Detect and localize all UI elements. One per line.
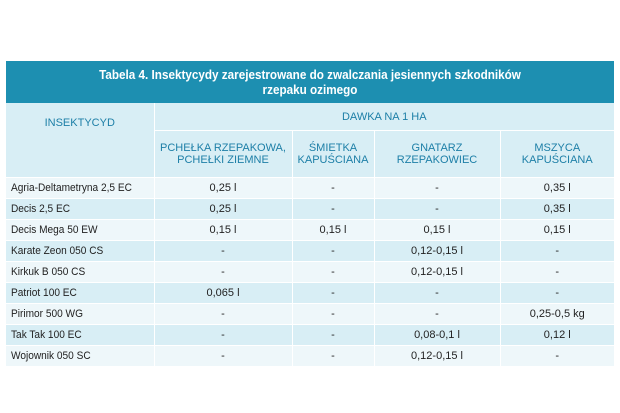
product-name-text: Pirimor 500 WG [11,308,83,320]
pest-1-line-2: PCHEŁKI ZIEMNE [177,154,269,167]
dose-cell: - [374,178,500,199]
dose-cell: 0,12-0,15 l [374,346,500,367]
column-header-pest-4: MSZYCA KAPUŚCIANA [500,131,614,178]
product-name [6,304,154,325]
table-container [6,61,614,366]
dose-cell: 0,15 l [374,220,500,241]
product-name-text: Tak Tak 100 EC [11,329,82,341]
dose-cell: - [374,283,500,304]
dose-cell: 0,35 l [500,199,614,220]
dose-cell: - [154,241,292,262]
product-name [6,178,154,199]
column-header-insecticide: INSEKTYCYD [44,117,115,129]
column-header-pest-1 [154,131,292,178]
dose-cell: 0,08-0,1 l [374,325,500,346]
column-header-dose: DAWKA NA 1 HA [154,103,614,131]
product-name-text: Kirkuk B 050 CS [11,266,86,278]
table-title-line-1: Tabela 4. Insektycydy zarejestrowane do zwalczania jesiennych szkodników [99,67,521,82]
table-title [6,61,614,103]
dose-cell: 0,12-0,15 l [374,262,500,283]
dose-cell: - [154,304,292,325]
dose-cell: - [500,241,614,262]
column-header-pest-3: GNATARZ RZEPAKOWIEC [374,131,500,178]
dose-cell: 0,12 l [500,325,614,346]
product-name-text: Karate Zeon 050 CS [11,245,104,257]
product-name [6,220,154,241]
product-name [6,283,154,304]
product-name [6,262,154,283]
column-header-pest-2 [292,131,374,178]
table-row [6,199,614,220]
table-row [6,304,614,325]
dose-cell: 0,35 l [500,178,614,199]
dose-cell: - [292,241,374,262]
product-name [6,199,154,220]
table-row [6,241,614,262]
table-body [6,178,614,367]
product-name [6,346,154,367]
dose-cell: 0,12-0,15 l [374,241,500,262]
insecticide-table [6,103,614,366]
dose-cell: - [292,262,374,283]
product-name [6,241,154,262]
table-row [6,325,614,346]
dose-cell: - [292,304,374,325]
product-name-text: Wojownik 050 SC [11,350,91,362]
dose-cell: - [500,262,614,283]
table-row [6,178,614,199]
dose-cell: 0,15 l [154,220,292,241]
dose-cell: - [154,262,292,283]
dose-cell: - [154,346,292,367]
dose-cell: 0,15 l [500,220,614,241]
product-name-text: Decis 2,5 EC [11,203,71,215]
dose-cell: - [500,346,614,367]
table-row [6,346,614,367]
dose-cell: - [374,304,500,325]
table-row [6,220,614,241]
dose-cell: - [292,346,374,367]
product-name [6,325,154,346]
pest-2-line-1: ŚMIETKA [308,142,358,155]
dose-cell: - [374,199,500,220]
dose-cell: 0,25 l [154,199,292,220]
dose-cell: - [292,325,374,346]
product-name-text: Decis Mega 50 EW [11,224,98,236]
dose-cell: 0,065 l [154,283,292,304]
product-name-text: Patriot 100 EC [11,287,77,299]
table-title-line-2: rzepaku ozimego [262,82,358,97]
dose-cell: - [292,283,374,304]
dose-cell: - [292,178,374,199]
dose-cell: 0,25-0,5 kg [500,304,614,325]
table-row [6,262,614,283]
dose-cell: - [292,199,374,220]
dose-cell: 0,15 l [292,220,374,241]
pest-2-line-2: KAPUŚCIANA [297,154,369,167]
dose-cell: - [154,325,292,346]
dose-cell: 0,25 l [154,178,292,199]
product-name-text: Agria-Deltametryna 2,5 EC [11,182,132,194]
pest-1-line-1: PCHEŁKA RZEPAKOWA, [160,142,286,155]
table-row [6,283,614,304]
dose-cell: - [500,283,614,304]
